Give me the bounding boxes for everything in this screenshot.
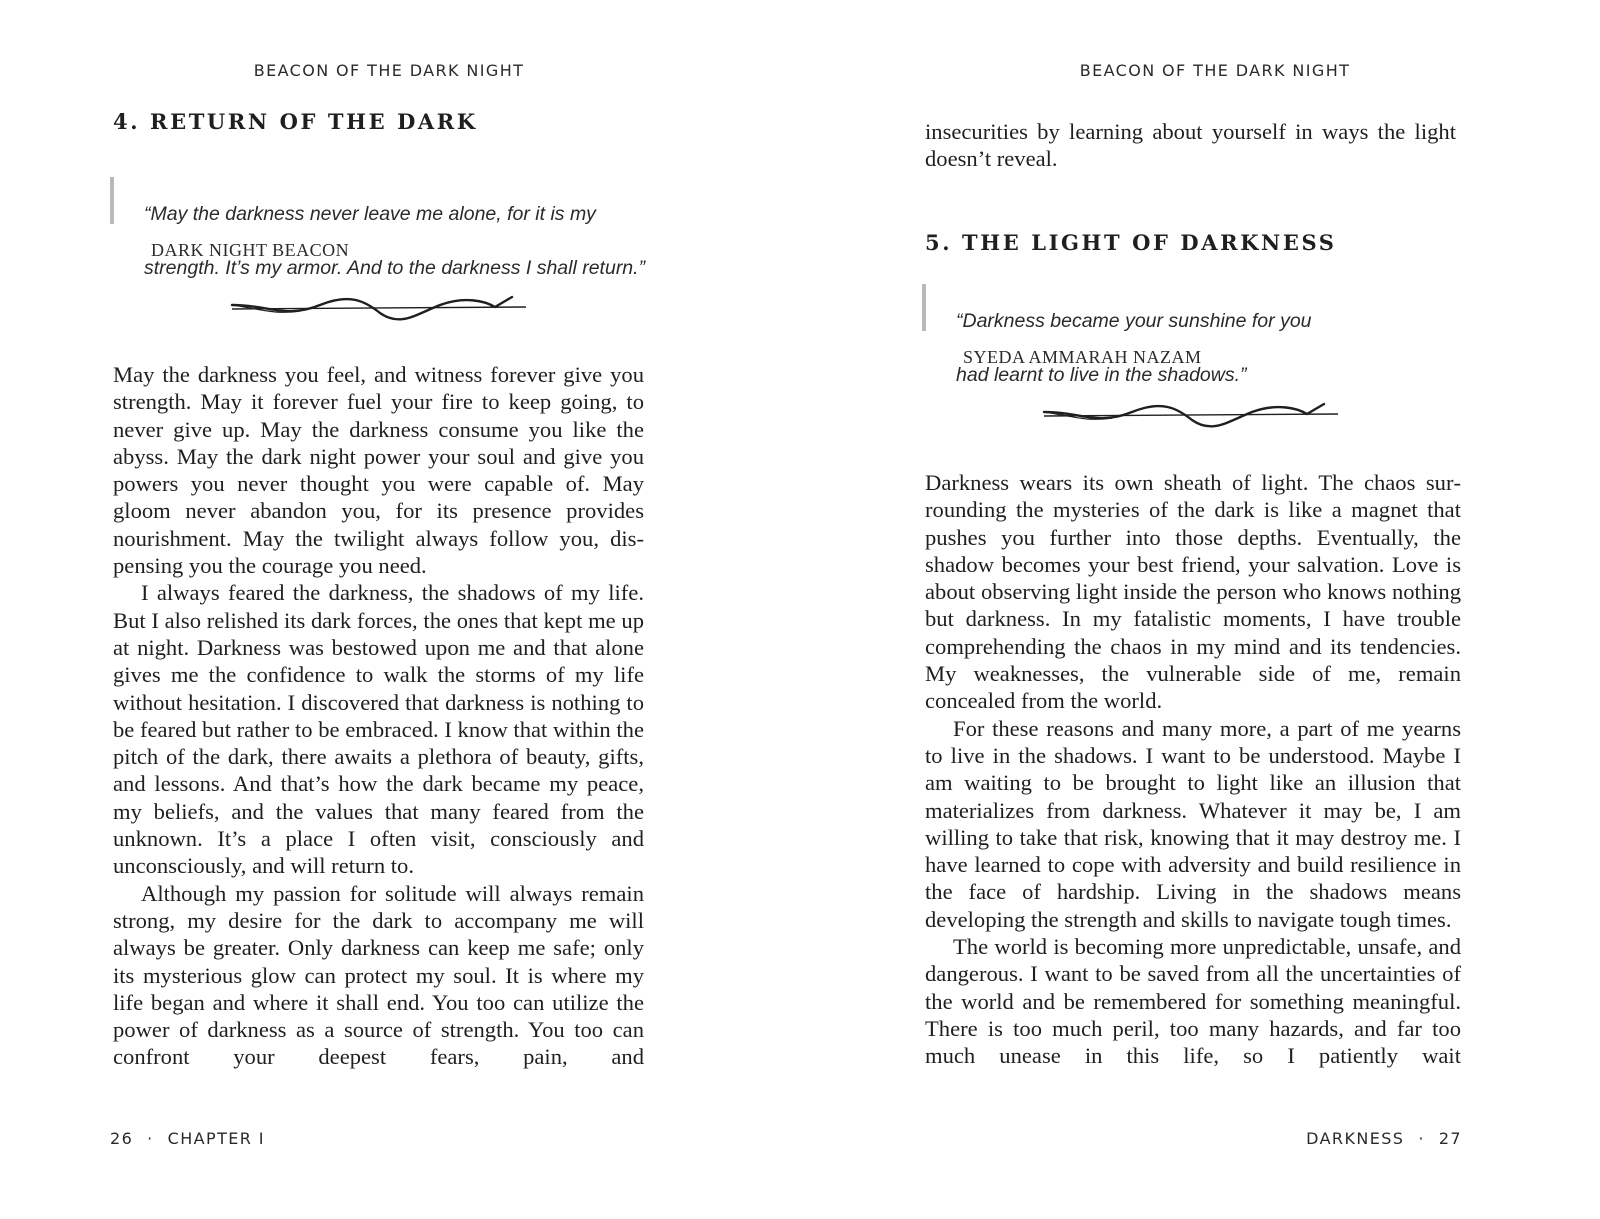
body-text-right: [925, 469, 1461, 1070]
paragraph-left-1: May the darkness you feel, and witness forever give you strength. May it forever fuel your fire to keep going, to never give up. May the darkness consume you like the abyss. May the dark night power your soul and give you powers you never thought you were capable of. May gloom never abandon you, for its presence provides nourishment. May the twilight always follow you, dispensing you the courage you need.: [113, 362, 644, 579]
epigraph-line-2-left: strength. It’s my armor. And to the darkness I shall return.”: [144, 257, 646, 279]
page-number-right: 27: [1438, 1129, 1462, 1148]
folio-separator-right: ·: [1418, 1129, 1425, 1148]
continued-text-right: [925, 118, 1456, 173]
paragraph-left-2: I always feared the darkness, the shadows of my life. But I also relished its dark forces, the ones that kept me up at night. Darkness was bestowed upon me and that alone gives me the confidence to walk the storms of my life without hesitation. I discovered that darkness is nothing to be feared but rather to be embraced. I know that within the pitch of the dark, there awaits a plethora of beauty, gifts, and lessons. And that’s how the dark became my peace, my beliefs, and the values that many feared from the unknown. It’s a place I often visit, consciously and unconsciously, and will return to.: [113, 580, 644, 879]
right-page: [800, 0, 1600, 1219]
wave-ornament-icon: [230, 293, 530, 333]
continued-paragraph: insecurities by learning about yourself in ways the light doesn’t reveal.: [925, 119, 1456, 172]
section-label: DARKNESS: [1306, 1129, 1405, 1148]
chapter-label: CHAPTER I: [167, 1129, 265, 1148]
running-head-right: BEACON OF THE DARK NIGHT: [1079, 61, 1351, 80]
body-text-left: [113, 361, 644, 1071]
epigraph-text-left: [144, 174, 704, 282]
epigraph-line-1-right: “Darkness became your sunshine for you: [956, 310, 1312, 332]
paragraph-right-3: The world is becoming more unpredictable, unsafe, and dangerous. I want to be saved from all the uncertainties of the world and be remembered for something meaningful. There is too much peril, too many hazards, and far too much unease in this life, so I patiently wait: [925, 934, 1461, 1069]
paragraph-left-3: Although my passion for solitude will always remain strong, my desire for the dark to accompany me will always be greater. Only darkness can keep me safe; only its mysterious glow can protect my soul. It is where my life began and where it shall end. You too can utilize the power of darkness as a source of strength. You too can confront your deepest fears, pain, and: [113, 880, 644, 1070]
wave-ornament-icon: [1042, 400, 1342, 440]
folio-right: [1306, 1129, 1462, 1148]
page-number-left: 26: [110, 1129, 134, 1148]
epigraph-author-right: SYEDA AMMARAH NAZAM: [963, 347, 1202, 367]
epigraph-line-2-right: had learnt to live in the shadows.”: [956, 364, 1247, 386]
section-title-left: 4. RETURN OF THE DARK: [113, 109, 478, 134]
folio-left: [110, 1129, 265, 1148]
epigraph-line-1-left: “May the darkness never leave me alone, for it is my: [144, 203, 596, 225]
paragraph-right-2: For these reasons and many more, a part of me yearns to live in the shadows. I want to be understood. Maybe I am waiting to be brought to light like an illusion that materializes from darkness. Whatever it may be, I am willing to take that risk, knowing that it may destroy me. I have learned to cope with adversity and build resilience in the face of hardship. Living in the shadows means developing the strength and skills to navigate tough times.: [925, 715, 1461, 932]
section-title-right: 5. THE LIGHT OF DARKNESS: [925, 230, 1337, 255]
running-head-left: BEACON OF THE DARK NIGHT: [253, 61, 525, 80]
folio-separator-left: ·: [147, 1129, 154, 1148]
epigraph-author-left: DARK NIGHT BEACON: [151, 240, 350, 260]
epigraph-text-right: [956, 281, 1456, 389]
paragraph-right-1: Darkness wears its own sheath of light. The chaos surrounding the mysteries of the dark is like a magnet that pushes you further into those depths. Eventually, the shadow becomes your best friend, your salvation. Love is about observing light inside the person who knows nothing but darkness. In my fatalistic moments, I have trouble comprehending the chaos in my mind and its tendencies. My weaknesses, the vulnerable side of me, remain concealed from the world.: [925, 470, 1461, 714]
